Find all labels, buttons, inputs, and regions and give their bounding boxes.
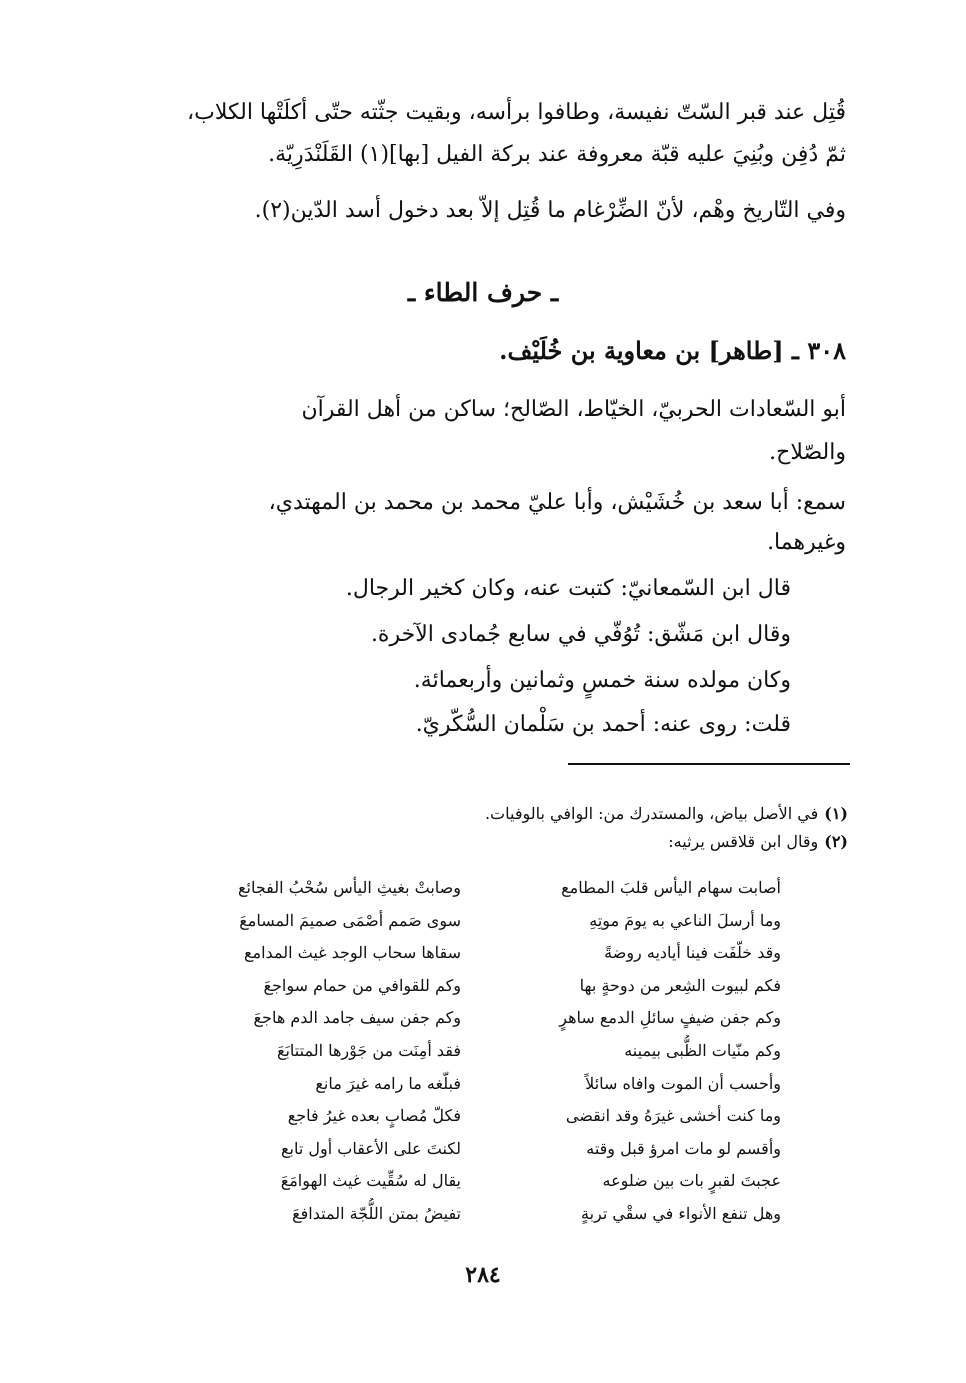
footnote-number: (٢): [824, 832, 848, 851]
poem-verse: [161, 1165, 781, 1198]
poem-verse: [161, 905, 781, 938]
footnote: [485, 804, 848, 823]
first-hemistich: فكم لبيوت الشِعر من دوحةٍ بها: [579, 975, 781, 995]
footnote-number: (١): [824, 804, 848, 823]
first-hemistich: وكم منّيات الظُّبى بيمينه: [624, 1040, 781, 1060]
poem-verse: [161, 1100, 781, 1133]
section-heading: ـ حرف الطاء ـ: [407, 278, 559, 307]
second-hemistich: فقد أمِنَت من جَوْرها المتتابَعَ: [276, 1040, 461, 1060]
poem-verse: [161, 937, 781, 970]
second-hemistich: تفيضُ بمتن اللُّجّة المتدافعَ: [292, 1203, 461, 1223]
page-number: ٢٨٤: [465, 1262, 501, 1288]
bio-line: قلت: روى عنه: أحمد بن سَلْمان السُّكّريّ.: [415, 712, 791, 737]
poem-verse: [161, 1068, 781, 1101]
second-hemistich: وكم للقوافي من حمام سواجعَ: [263, 975, 461, 995]
poem-verse: [161, 1035, 781, 1068]
first-hemistich: وكم جفن ضيفٍ سائلِ الدمع ساهرٍ: [559, 1008, 781, 1028]
footnote: [668, 832, 848, 851]
second-hemistich: وصابتْ بغيثِ اليأس سُحْبُ الفجائع: [238, 878, 461, 897]
poem: [161, 872, 781, 1231]
first-hemistich: عجبتَ لقبرٍ بات بين ضلوعه: [602, 1171, 781, 1191]
poem-verse: [161, 970, 781, 1003]
body-line: وفي التّاريخ وهْم، لأنّ الضِّرْغام ما قُتِل إلاّ بعد دخول أسد الدّين(٢).: [254, 198, 846, 223]
second-hemistich: لكنتَ على الأعقاب أول تابع: [280, 1138, 461, 1158]
first-hemistich: وهل تنفع الأنواء في سقْي تربةٍ: [581, 1203, 781, 1223]
bio-line: وغيرهما.: [767, 530, 846, 555]
bio-line: أبو السّعادات الحربيّ، الخيّاط، الصّالح؛ ساكن من أهل القرآن: [301, 397, 846, 422]
poem-verse: [161, 1002, 781, 1035]
second-hemistich: سوى صَمم أصْمَى صميمَ المسامعَ: [239, 910, 461, 930]
second-hemistich: فبلّغه ما رامه غيرَ مانع: [315, 1073, 461, 1093]
entry-title: ٣٠٨ ـ [طاهر] بن معاوية بن خُلَيْف.: [499, 336, 846, 365]
poem-verse: [161, 1133, 781, 1166]
first-hemistich: وأقسم لو مات امرؤ قبل وقته: [586, 1138, 781, 1158]
second-hemistich: يقال له سُقِّيت غيث الهوامَعَ: [280, 1171, 461, 1191]
footnote-divider: [568, 763, 850, 765]
bio-line: وكان مولده سنة خمسٍ وثمانين وأربعمائة.: [413, 668, 791, 693]
footnote-text: في الأصل بياض، والمستدرك من: الوافي بالوفيات.: [484, 804, 819, 823]
body-line: ثمّ دُفِن وبُنِيَ عليه قبّة معروفة عند بركة الفيل [بها](١) القَلَنْدَرِيّة.: [268, 142, 846, 167]
first-hemistich: وقد خلّفَت فينا أياديه روضةً: [604, 943, 781, 963]
bio-line: سمع: أبا سعد بن خُشَيْش، وأبا عليّ محمد بن محمد بن المهتدي،: [268, 490, 846, 515]
second-hemistich: سقاها سحاب الوجد غيث المدامع: [244, 943, 461, 963]
bio-line: والصّلاح.: [769, 440, 846, 465]
footnote-text: وقال ابن قلاقس يرثيه:: [668, 832, 819, 851]
poem-verse: [161, 1198, 781, 1231]
first-hemistich: وما كنت أخشى غيرَهُ وقد انقضى: [565, 1106, 781, 1126]
bio-line: قال ابن السّمعانيّ: كتبت عنه، وكان كخير الرجال.: [345, 576, 791, 601]
body-line: قُتِل عند قبر السّتّ نفيسة، وطافوا برأسه، وبقيت جثّته حتّى أكلَتْها الكلاب،: [187, 100, 846, 125]
second-hemistich: وكم جفن سيف جامد الدم هاجعَ: [253, 1008, 461, 1028]
first-hemistich: وأحسب أن الموت وافاه سائلاً: [585, 1073, 781, 1093]
first-hemistich: وما أرسلَ الناعي به يومَ موتِهِ: [589, 910, 781, 930]
poem-verse: [161, 872, 781, 905]
second-hemistich: فكلّ مُصابٍ بعده غيرُ فاجع: [287, 1106, 461, 1126]
first-hemistich: أصابت سهام اليأس قلبَ المطامع: [561, 878, 781, 897]
bio-line: وقال ابن مَشّق: تُوُفّي في سابع جُمادى الآخرة.: [370, 622, 791, 647]
